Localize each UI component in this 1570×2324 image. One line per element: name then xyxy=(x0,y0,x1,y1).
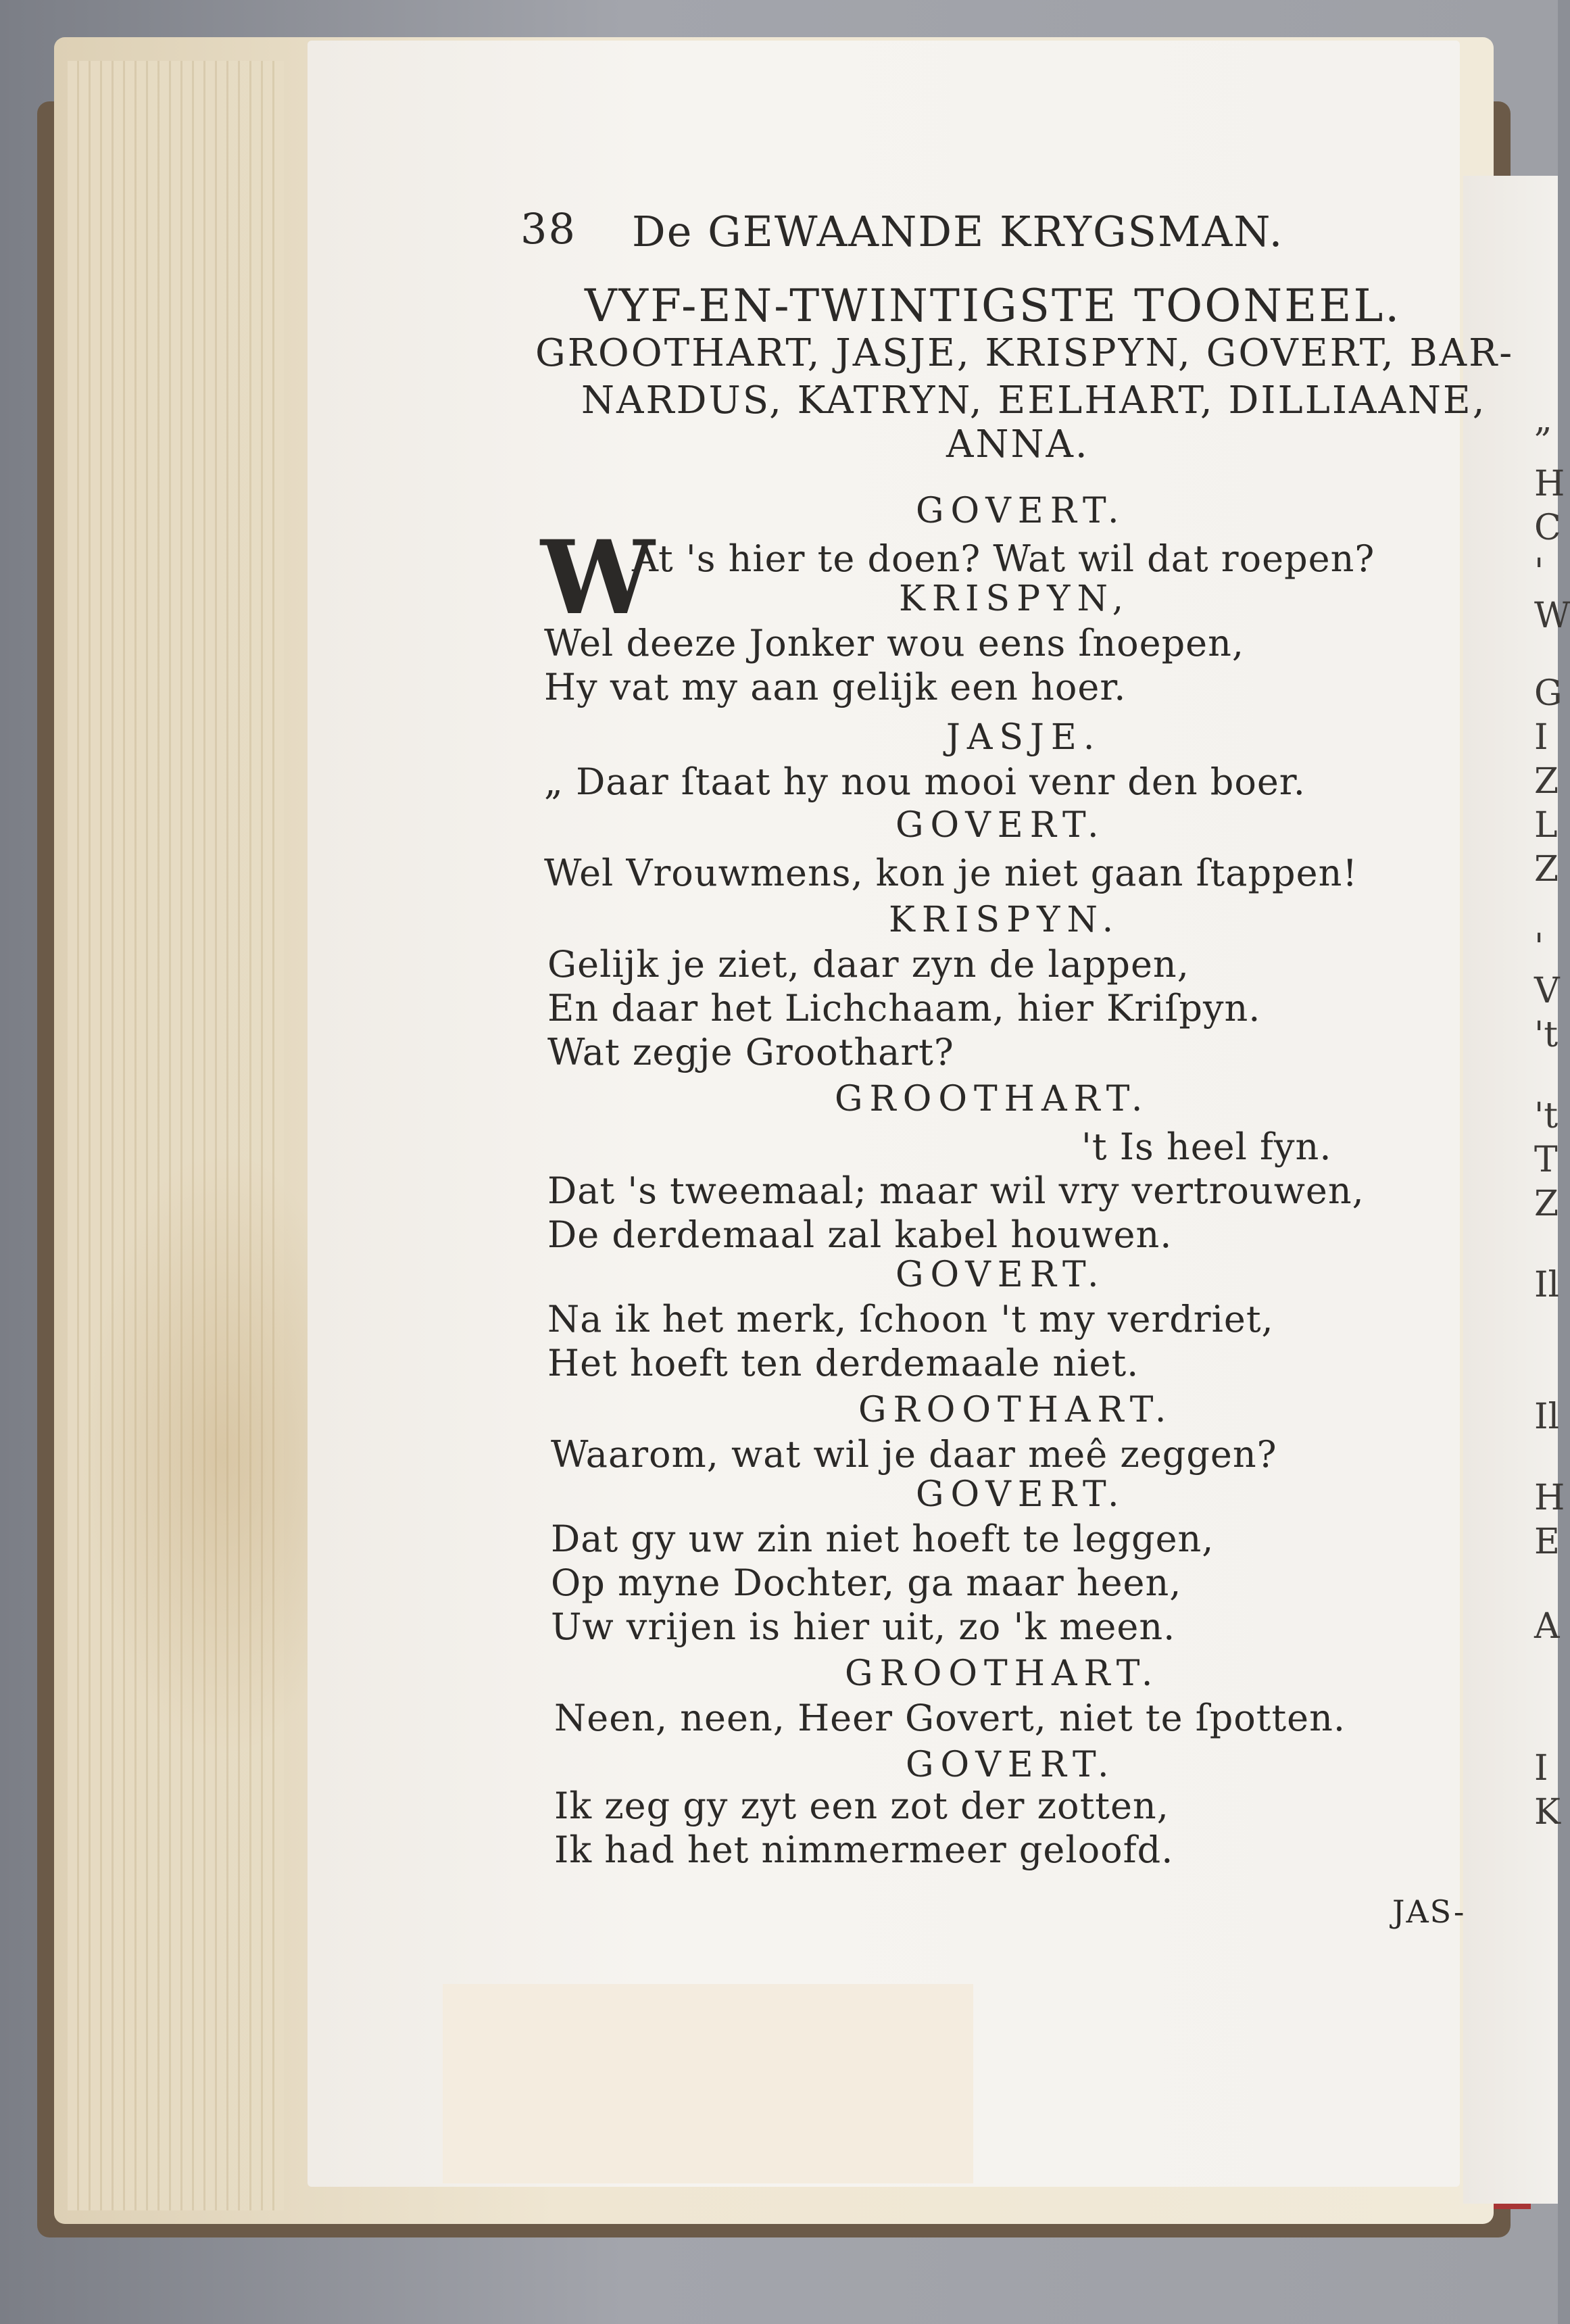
drop-cap: W xyxy=(541,518,655,637)
verse-line: En daar het Lichchaam, hier Kriſpyn. xyxy=(547,987,1261,1030)
facing-page-fragment: K xyxy=(1534,1792,1561,1833)
facing-page-fragment: L xyxy=(1534,805,1558,846)
facing-page-fragment: G xyxy=(1534,673,1563,714)
verse-line: Na ik het merk, ſchoon 't my verdriet, xyxy=(547,1298,1274,1340)
verse-line: Waarom, wat wil je daar meê zeggen? xyxy=(551,1433,1277,1476)
facing-page-fragment: ' xyxy=(1534,552,1544,592)
verse-line: Dat gy uw zin niet hoeft te leggen, xyxy=(551,1518,1215,1560)
facing-page-fragment: W xyxy=(1534,596,1570,636)
speaker-name: KRISPYN, xyxy=(899,579,1131,619)
speaker-name: GROOTHART. xyxy=(845,1653,1160,1694)
facing-page-fragment: Z xyxy=(1534,761,1559,802)
facing-page-fragment: T xyxy=(1534,1140,1558,1180)
verse-line: „ Daar ſtaat hy nou mooi venr den boer. xyxy=(544,760,1306,803)
facing-page-fragment: Il xyxy=(1534,1265,1560,1305)
speaker-name: KRISPYN. xyxy=(889,900,1121,940)
facing-page-fragment: V xyxy=(1534,971,1560,1011)
facing-page-fragment: „ xyxy=(1534,400,1552,440)
verse-line: Het hoeft ten derdemaale niet. xyxy=(547,1342,1139,1384)
speaker-name: GROOTHART. xyxy=(835,1079,1150,1119)
facing-page-fragment: Z xyxy=(1534,1184,1559,1224)
verse-line: Gelijk je ziet, daar zyn de lappen, xyxy=(547,943,1189,986)
verse-line: 't Is heel fyn. xyxy=(1081,1125,1332,1168)
facing-page-fragment: I xyxy=(1534,717,1548,758)
facing-page-fragment: Il xyxy=(1534,1397,1560,1437)
verse-line: At 's hier te doen? Wat wil dat roepen? xyxy=(632,537,1375,580)
speaker-name: GOVERT. xyxy=(896,805,1106,846)
verse-line: Dat 's tweemaal; maar wil vry vertrouwen, xyxy=(547,1169,1365,1212)
verse-line: Hy vat my aan gelijk een hoer. xyxy=(544,666,1127,708)
speaker-name: GOVERT. xyxy=(916,1474,1126,1515)
page-number: 38 xyxy=(520,204,577,253)
cast-line: ANNA. xyxy=(946,422,1089,466)
facing-page-fragment: A xyxy=(1534,1606,1560,1647)
facing-page-fragment: I xyxy=(1534,1748,1548,1789)
speaker-name: GOVERT. xyxy=(916,491,1126,531)
speaker-name: GOVERT. xyxy=(906,1745,1116,1785)
facing-page-fragment: H xyxy=(1534,1478,1565,1518)
verse-line: Wel Vrouwmens, kon je niet gaan ſtappen! xyxy=(544,852,1358,894)
facing-page-fragment: 't xyxy=(1534,1015,1559,1055)
speaker-name: GROOTHART. xyxy=(858,1390,1173,1430)
verse-line: Wat zegje Groothart? xyxy=(547,1031,954,1073)
facing-page-fragment: Z xyxy=(1534,849,1559,890)
facing-page-fragment: C xyxy=(1534,508,1561,548)
scene-title: VYF-EN-TWINTIGSTE TOONEEL. xyxy=(585,280,1402,332)
cast-line: NARDUS, KATRYN, EELHART, DILLIAANE, xyxy=(581,379,1487,422)
cast-line: GROOTHART, JASJE, KRISPYN, GOVERT, BAR- xyxy=(535,331,1515,375)
speaker-name: JASJE. xyxy=(946,717,1102,758)
speaker-name: GOVERT. xyxy=(896,1255,1106,1295)
running-title: De GEWAANDE KRYGSMAN. xyxy=(632,207,1284,256)
facing-page-fragment: 't xyxy=(1534,1096,1559,1136)
catchword: JAS- xyxy=(1392,1893,1466,1930)
verse-line: Ik had het nimmermeer geloofd. xyxy=(554,1829,1174,1871)
verse-line: Wel deeze Jonker wou eens ſnoepen, xyxy=(544,622,1245,664)
verse-line: Ik zeg gy zyt een zot der zotten, xyxy=(554,1785,1169,1827)
verse-line: Neen, neen, Heer Govert, niet te ſpotten. xyxy=(554,1697,1346,1739)
facing-page-fragment: ' xyxy=(1534,927,1544,967)
facing-page-fragment: H xyxy=(1534,464,1565,504)
verse-line: Op myne Dochter, ga maar heen, xyxy=(551,1562,1182,1604)
verse-line: De derdemaal zal kabel houwen. xyxy=(547,1213,1173,1256)
verse-line: Uw vrijen is hier uit, zo 'k meen. xyxy=(551,1605,1176,1648)
facing-page-fragment: E xyxy=(1534,1522,1560,1562)
